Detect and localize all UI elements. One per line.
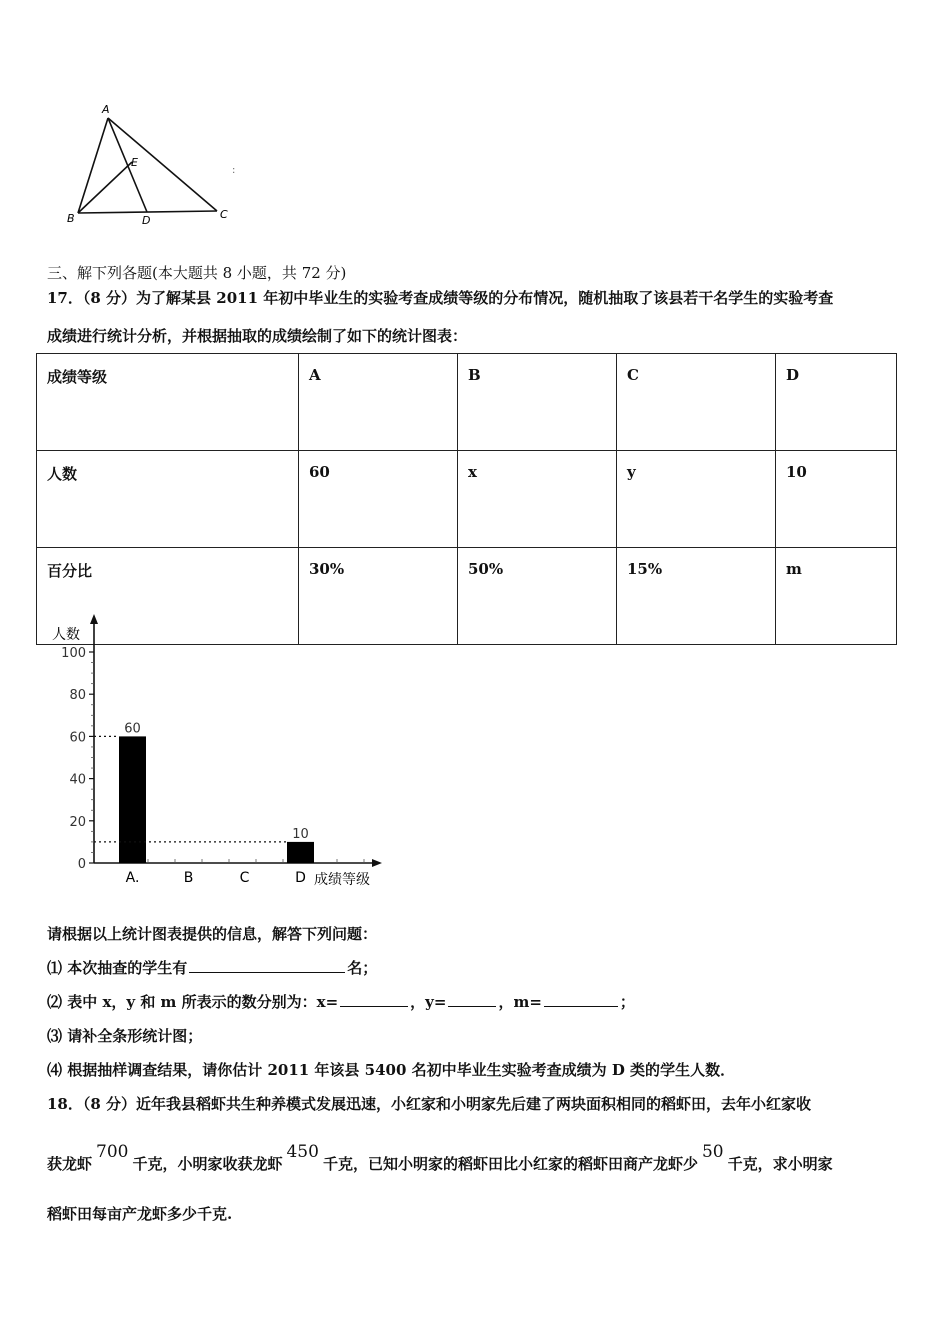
q17-intro-line1: 17．（8 分）为了解某县 2011 年初中毕业生的实验考查成绩等级的分布情况，随机抽取了该县若干名学生的实验考查 (47, 289, 834, 307)
y-axis-label: 人数 (52, 627, 80, 643)
table-cell: D (776, 354, 897, 451)
q18-text-b: 千克，小明家收获龙虾 (132, 1155, 283, 1173)
answer-blank-m[interactable] (544, 992, 618, 1007)
y-tick-label: 40 (69, 772, 86, 788)
data-label: 10 (292, 826, 309, 842)
q18-text-d: 千克，求小明家 (727, 1155, 833, 1173)
table-cell: 50% (458, 548, 617, 645)
x-tick-label: D (295, 870, 306, 886)
y-tick-label: 60 (69, 730, 86, 746)
label-B: B (67, 212, 75, 225)
table-row (37, 451, 897, 548)
table-cell: 30% (299, 548, 458, 645)
q17-sub1 (47, 957, 377, 978)
bar-chart (40, 612, 400, 892)
triangle-figure (60, 100, 250, 230)
bar-D (287, 842, 314, 863)
q17-sub3: ⑶ 请补全条形统计图； (47, 1027, 203, 1045)
table-cell: 15% (617, 548, 776, 645)
label-C: C (220, 208, 228, 221)
grade-table (36, 353, 897, 645)
section-heading: 三、解下列各题(本大题共 8 小题，共 72 分) (47, 264, 347, 282)
label-E: E (131, 156, 138, 169)
sub2-text-a: ⑵ 表中 x，y 和 m 所表示的数分别为：x= (47, 993, 339, 1011)
table-cell: 60 (299, 451, 458, 548)
x-tick-label: C (239, 870, 250, 886)
x-tick-label: A. (125, 870, 140, 886)
table-cell: A (299, 354, 458, 451)
q18-number-450: 450 (286, 1142, 319, 1162)
q18-number-700: 700 (96, 1142, 129, 1162)
q18-line1: 18．（8 分）近年我县稻虾共生种养模式发展迅速，小红家和小明家先后建了两块面积相同的稻虾田，去年小红家收 (47, 1095, 812, 1113)
y-tick-label: 100 (61, 646, 86, 661)
table-cell: x (458, 451, 617, 548)
y-tick-label: 0 (77, 857, 86, 872)
y-axis-arrow (90, 614, 98, 624)
table-cell: 人数 (37, 451, 299, 548)
q17-prompt: 请根据以上统计图表提供的信息，解答下列问题： (47, 925, 378, 943)
sub2-text-b: ，y= (410, 993, 447, 1011)
answer-blank-x[interactable] (340, 992, 408, 1007)
x-axis-label: 成绩等级 (314, 872, 370, 888)
answer-blank-total[interactable] (189, 958, 345, 973)
sub2-text-c: ，m= (498, 993, 542, 1011)
x-tick-label: B (183, 870, 194, 886)
data-label: 60 (124, 721, 141, 737)
bar-A (119, 736, 146, 863)
q18-text-a: 获龙虾 (47, 1155, 93, 1173)
q17-sub2 (47, 991, 635, 1012)
table-cell: 百分比 (37, 548, 299, 645)
q17-sub4: ⑷ 根据抽样调查结果，请你估计 2011 年该县 5400 名初中毕业生实验考查成绩为 D 类的学生人数． (47, 1061, 736, 1079)
x-axis-arrow (372, 859, 382, 867)
y-tick-label: 20 (69, 814, 86, 830)
answer-blank-y[interactable] (448, 992, 496, 1007)
table-row (37, 354, 897, 451)
q18-number-50: 50 (701, 1142, 724, 1162)
sub1-text-a: ⑴ 本次抽查的学生有 (47, 959, 188, 977)
q18-line2 (47, 1142, 833, 1174)
label-D: D (142, 214, 151, 227)
table-cell: 10 (776, 451, 897, 548)
q18-text-c: 千克，已知小明家的稻虾田比小红家的稻虾田商产龙虾少 (322, 1155, 698, 1173)
table-cell: C (617, 354, 776, 451)
sub1-text-b: 名； (347, 959, 378, 977)
q18-line3: 稻虾田每亩产龙虾多少千克. (47, 1205, 233, 1223)
table-cell: y (617, 451, 776, 548)
label-A: A (102, 103, 110, 116)
table-cell: m (776, 548, 897, 645)
sub2-text-d: ； (619, 993, 635, 1011)
q17-intro-line2: 成绩进行统计分析，并根据抽取的成绩绘制了如下的统计图表： (47, 327, 468, 345)
y-tick-label: 80 (69, 688, 86, 704)
table-cell: B (458, 354, 617, 451)
table-cell: 成绩等级 (37, 354, 299, 451)
stray-mark: : (232, 165, 236, 176)
